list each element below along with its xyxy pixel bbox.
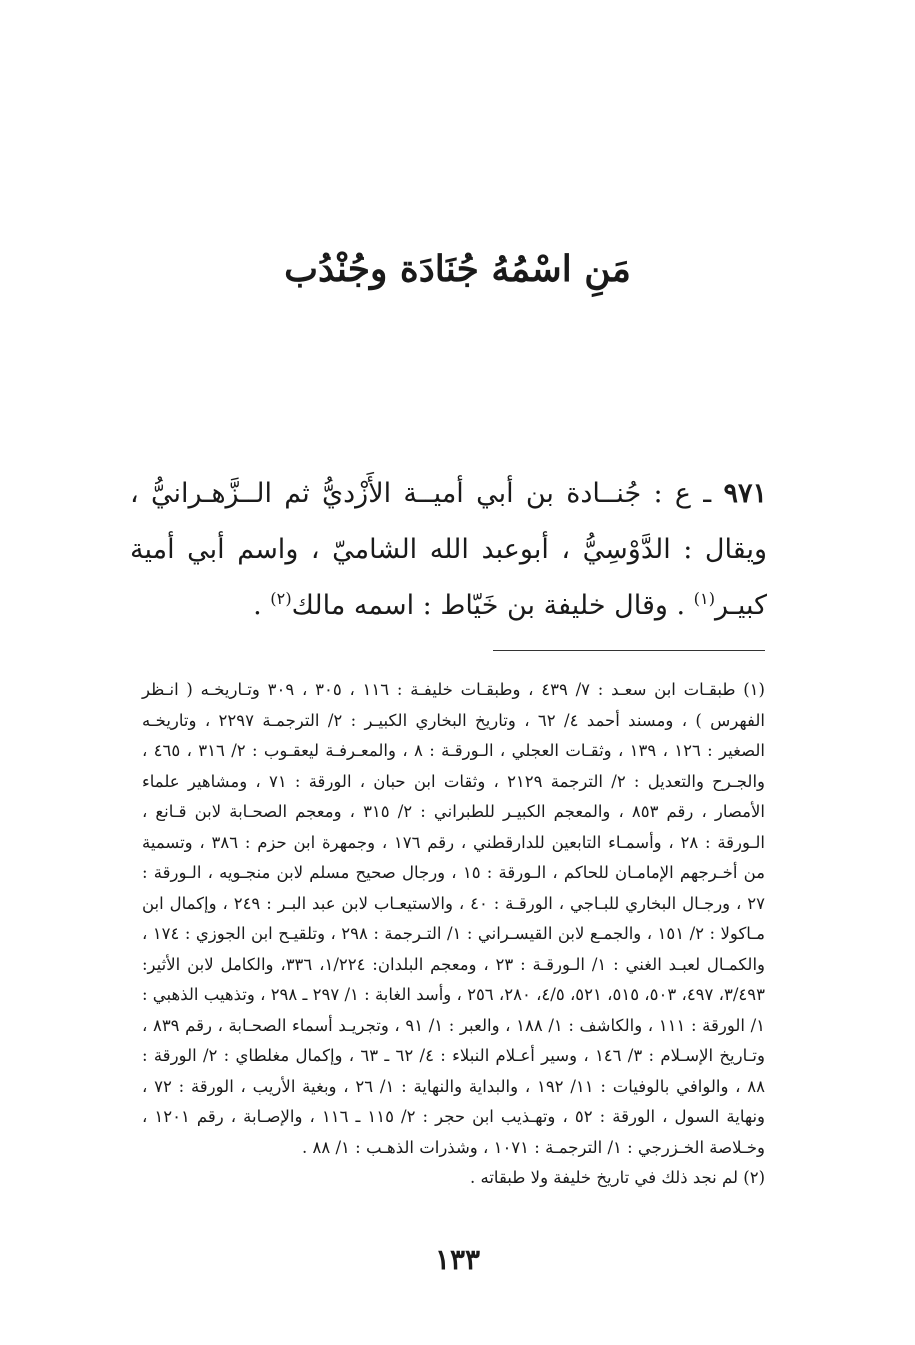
entry-text-3: . <box>253 590 271 621</box>
entry-code: ـ ع : <box>653 478 712 509</box>
entry-text-2: . وقال خليفة بن خَيّاط : اسمه مالك <box>291 590 694 621</box>
footnote-separator <box>493 650 765 651</box>
biography-entry <box>130 466 767 634</box>
footnote-1: (١) طبقـات ابن سعـد : ٧/ ٤٣٩ ، وطبقـات خليفـة : ١١٦ ، ٣٠٥ ، ٣٠٩ وتـاريخـه ( انـظر الفهرس ) ، ومسند أحمد ٤/ ٦٢ ، وتاريخ البخاري الكبيـر : ٢/ الترجمـة ٢٢٩٧ ، وتاريخـه الصغير : ١٢٦ ، ١٣٩ ، وثقـات العجلي ، الـورقـة : ٨ ، والمعـرفـة ليعقـوب : ٢/ ٣١٦ ، ٤٦٥ ، والجـرح والتعديل : ٢/ الترجمة ٢١٢٩ ، وثقات ابن حبان ، الورقة : ٧١ ، ومشاهير علماء الأمصار ، رقم ٨٥٣ ، والمعجم الكبيـر للطبراني : ٢/ ٣١٥ ، ومعجم الصحـابة لابن قـانع ، الـورقة : ٢٨ ، وأسمـاء التابعين للدارقطني ، رقم ١٧٦ ، وجمهرة ابن حزم : ٣٨٦ ، وتسمية من أخـرجهم الإمامـان للحاكم ، الـورقة : ١٥ ، ورجال صحيح مسلم لابن منجـويه ، الـورقة : ٢٧ ، ورجـال البخاري للبـاجي ، الورقـة : ٤٠ ، والاستيعـاب لابن عبد البـر : ٢٤٩ ، وإكمال ابن مـاكولا : ٢/ ١٥١ ، والجمـع لابن القيسـراني : ١/ التـرجمة : ٢٩٨ ، وتلقيـح ابن الجوزي : ١٧٤ ، والكمـال لعبـد الغني : ١/ الـورقـة : ٢٣ ، ومعجم البلدان: ١/٢٢٤، ٣٣٦، والكامل لابن الأثير: ٣/٤٩٣، ٤٩٧، ٥٠٣، ٥١٥، ٥٢١، ٤/٥، ٢٨٠، ٢٥٦ ، وأسد الغابة : ١/ ٢٩٧ ـ ٢٩٨ ، وتذهيب الذهبي : ١/ الورقة : ١١١ ، والكاشف : ١/ ١٨٨ ، والعبر : ١/ ٩١ ، وتجريـد أسماء الصحـابة ، رقم ٨٣٩ ، وتـاريخ الإسـلام : ٣/ ١٤٦ ، وسير أعـلام النبلاء : ٤/ ٦٢ ـ ٦٣ ، وإكمال مغلطاي : ٢/ الورقة : ٨٨ ، والوافي بالوفيات : ١١/ ١٩٢ ، والبداية والنهاية : ١/ ٢٦ ، وبغية الأريب ، الورقة : ٧٢ ، ونهاية السول ، الورقة : ٥٢ ، وتهـذيب ابن حجر : ٢/ ١١٥ ـ ١١٦ ، والإصـابة ، رقم ١٢٠١ ، وخـلاصة الخـزرجي : ١/ الترجمـة : ١٠٧١ ، وشذرات الذهـب : ١/ ٨٨ . <box>142 680 766 1157</box>
page-number: ١٣٣ <box>434 1243 481 1276</box>
footnote-2: (٢) لم نجد ذلك في تاريخ خليفة ولا طبقاته . <box>470 1168 765 1187</box>
entry-text-1: جُنــادة بن أبي أميــة الأَزْديُّ ثم الــزَّهـرانيُّ ، ويقال : الدَّوْسِيُّ ، أبوعبد الله الشاميّ ، واسم أبي أمية كبيـر <box>130 478 767 621</box>
footnote-marker-2: (٢) <box>270 589 292 608</box>
entry-number: ٩٧١ <box>723 478 767 509</box>
chapter-title: مَنِ اسْمُهُ جُنَادَة وجُنْدُب <box>284 248 631 290</box>
footnotes <box>142 675 765 1194</box>
footnote-marker-1: (١) <box>693 589 716 608</box>
